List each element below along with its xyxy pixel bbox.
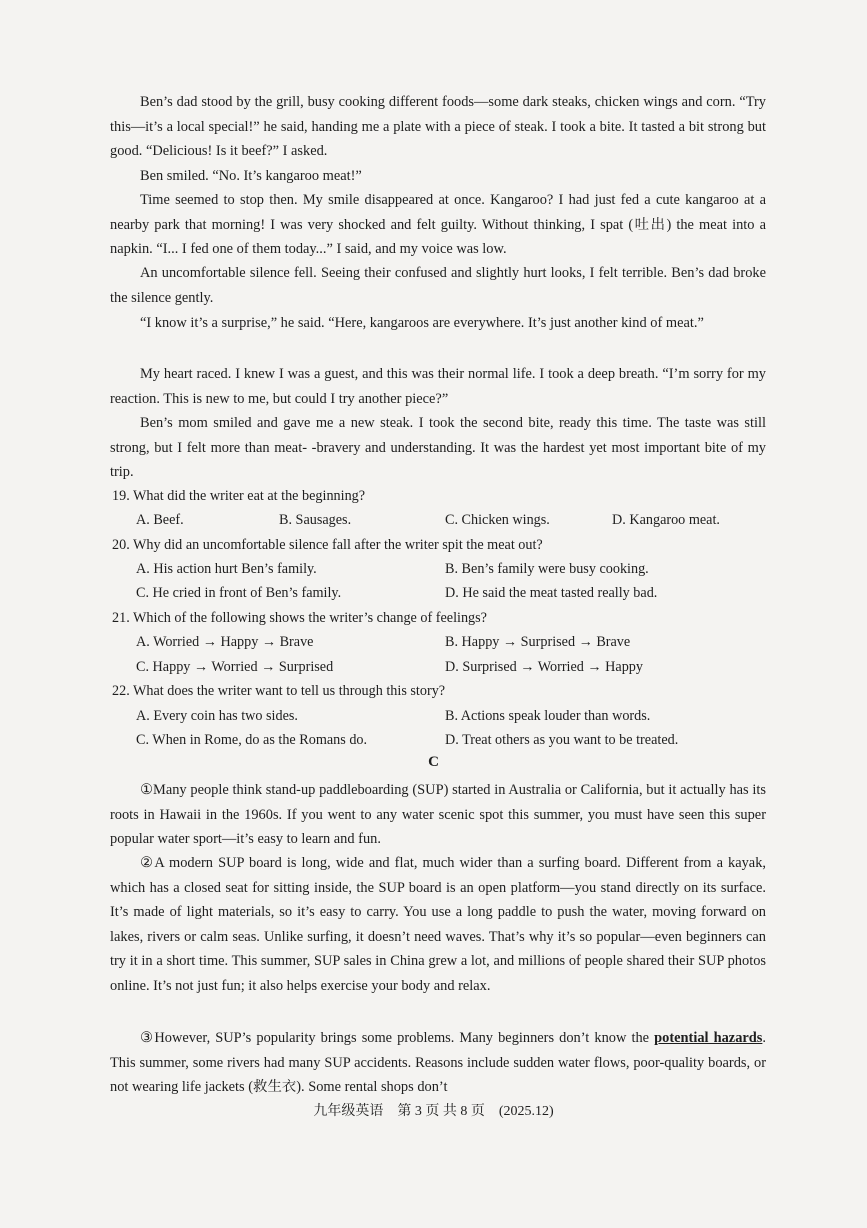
paragraph-3-start: ③However, SUP’s popularity brings some problems. Many beginners don’t know the [140, 1030, 655, 1046]
q19-option-a: A. Beef. [136, 512, 184, 528]
story-paragraph-5: “I know it’s a surprise,” he said. “Here, kangaroos are everywhere. It’s just another kind of meat.” [140, 315, 704, 331]
section-c-title: C [428, 754, 439, 770]
story-paragraph-2: Ben smiled. “No. It’s kangaroo meat!” [140, 168, 362, 184]
section-c-paragraph-3 [110, 1026, 766, 1100]
story-paragraph-7: Ben’s mom smiled and gave me a new steak. I took the second bite, ready this time. The taste was still strong, but I felt more than meat- -bravery and understanding. It was the hardest yet most important bite of my trip. [110, 415, 766, 481]
paragraph-3-rest: . This summer, some rivers had many SUP accidents. Reasons include sudden water flows, poor-quality boards, or not wearing life jackets (救生衣). Some rental shops don’t [110, 1030, 766, 1096]
q21-option-c: C. Happy → Worried → Surprised [136, 659, 334, 675]
q21-option-d: D. Surprised → Worried → Happy [445, 659, 643, 675]
q21-option-b: B. Happy → Surprised → Brave [445, 634, 631, 650]
question-21-stem: 21. Which of the following shows the writer’s change of feelings? [112, 610, 487, 626]
q22-option-c: C. When in Rome, do as the Romans do. [136, 732, 368, 748]
q22-option-b: B. Actions speak louder than words. [445, 708, 651, 724]
question-19-stem: 19. What did the writer eat at the beginning? [112, 488, 366, 504]
question-20-stem: 20. Why did an uncomfortable silence fall after the writer spit the meat out? [112, 537, 543, 553]
q19-option-b: B. Sausages. [279, 512, 352, 528]
q20-option-b: B. Ben’s family were busy cooking. [445, 561, 649, 577]
story-paragraph-3: Time seemed to stop then. My smile disappeared at once. Kangaroo? I had just fed a cute kangaroo at a nearby park that morning! I was very shocked and felt guilty. Without thinking, I spat (吐出) the meat into a napkin. “I... I fed one of them today...” I said, and my voice was low. [110, 192, 766, 258]
section-c-paragraph-2: ②A modern SUP board is long, wide and flat, much wider than a surfing board. Different from a kayak, which has a closed seat for sitting inside, the SUP board is an open platform—you stand directly on its surface. It’s made of light materials, so it’s easy to carry. You use a long paddle to push the water, moving forward on lakes, rivers or calm seas. Unlike surfing, it doesn’t need waves. That’s why it’s so popular—even beginners can try it in a short time. This summer, SUP sales in China grew a lot, and millions of people shared their SUP photos online. It’s not just fun; it also helps exercise your body and relax. [110, 855, 766, 994]
story-paragraph-4: An uncomfortable silence fell. Seeing their confused and slightly hurt looks, I felt terrible. Ben’s dad broke the silence gently. [110, 265, 766, 306]
q22-option-a: A. Every coin has two sides. [136, 708, 298, 724]
q20-option-c: C. He cried in front of Ben’s family. [136, 585, 342, 601]
q20-option-a: A. His action hurt Ben’s family. [136, 561, 317, 577]
page-footer: 九年级英语 第 3 页 共 8 页 (2025.12) [313, 1104, 554, 1119]
question-22-stem: 22. What does the writer want to tell us through this story? [112, 683, 446, 699]
q22-option-d: D. Treat others as you want to be treated. [445, 732, 679, 748]
q20-option-d: D. He said the meat tasted really bad. [445, 585, 658, 601]
underlined-phrase: potential hazards [654, 1030, 763, 1046]
story-paragraph-1: Ben’s dad stood by the grill, busy cooking different foods—some dark steaks, chicken wings and corn. “Try this—it’s a local special!” he said, handing me a plate with a piece of steak. I took a bite. It tasted a bit strong but good. “Delicious! Is it beef?” I asked. [110, 94, 766, 160]
q19-option-c: C. Chicken wings. [445, 512, 550, 528]
q21-option-a: A. Worried → Happy → Brave [136, 634, 314, 650]
q19-option-d: D. Kangaroo meat. [612, 512, 720, 528]
story-paragraph-6: My heart raced. I knew I was a guest, and this was their normal life. I took a deep breath. “I’m sorry for my reaction. This is new to me, but could I try another piece?” [110, 366, 766, 407]
section-c-paragraph-1: ①Many people think stand-up paddleboarding (SUP) started in Australia or California, but it actually has its roots in Hawaii in the 1960s. If you went to any water scenic spot this summer, you must have seen this super popular water sport—it’s easy to learn and fun. [110, 782, 766, 848]
